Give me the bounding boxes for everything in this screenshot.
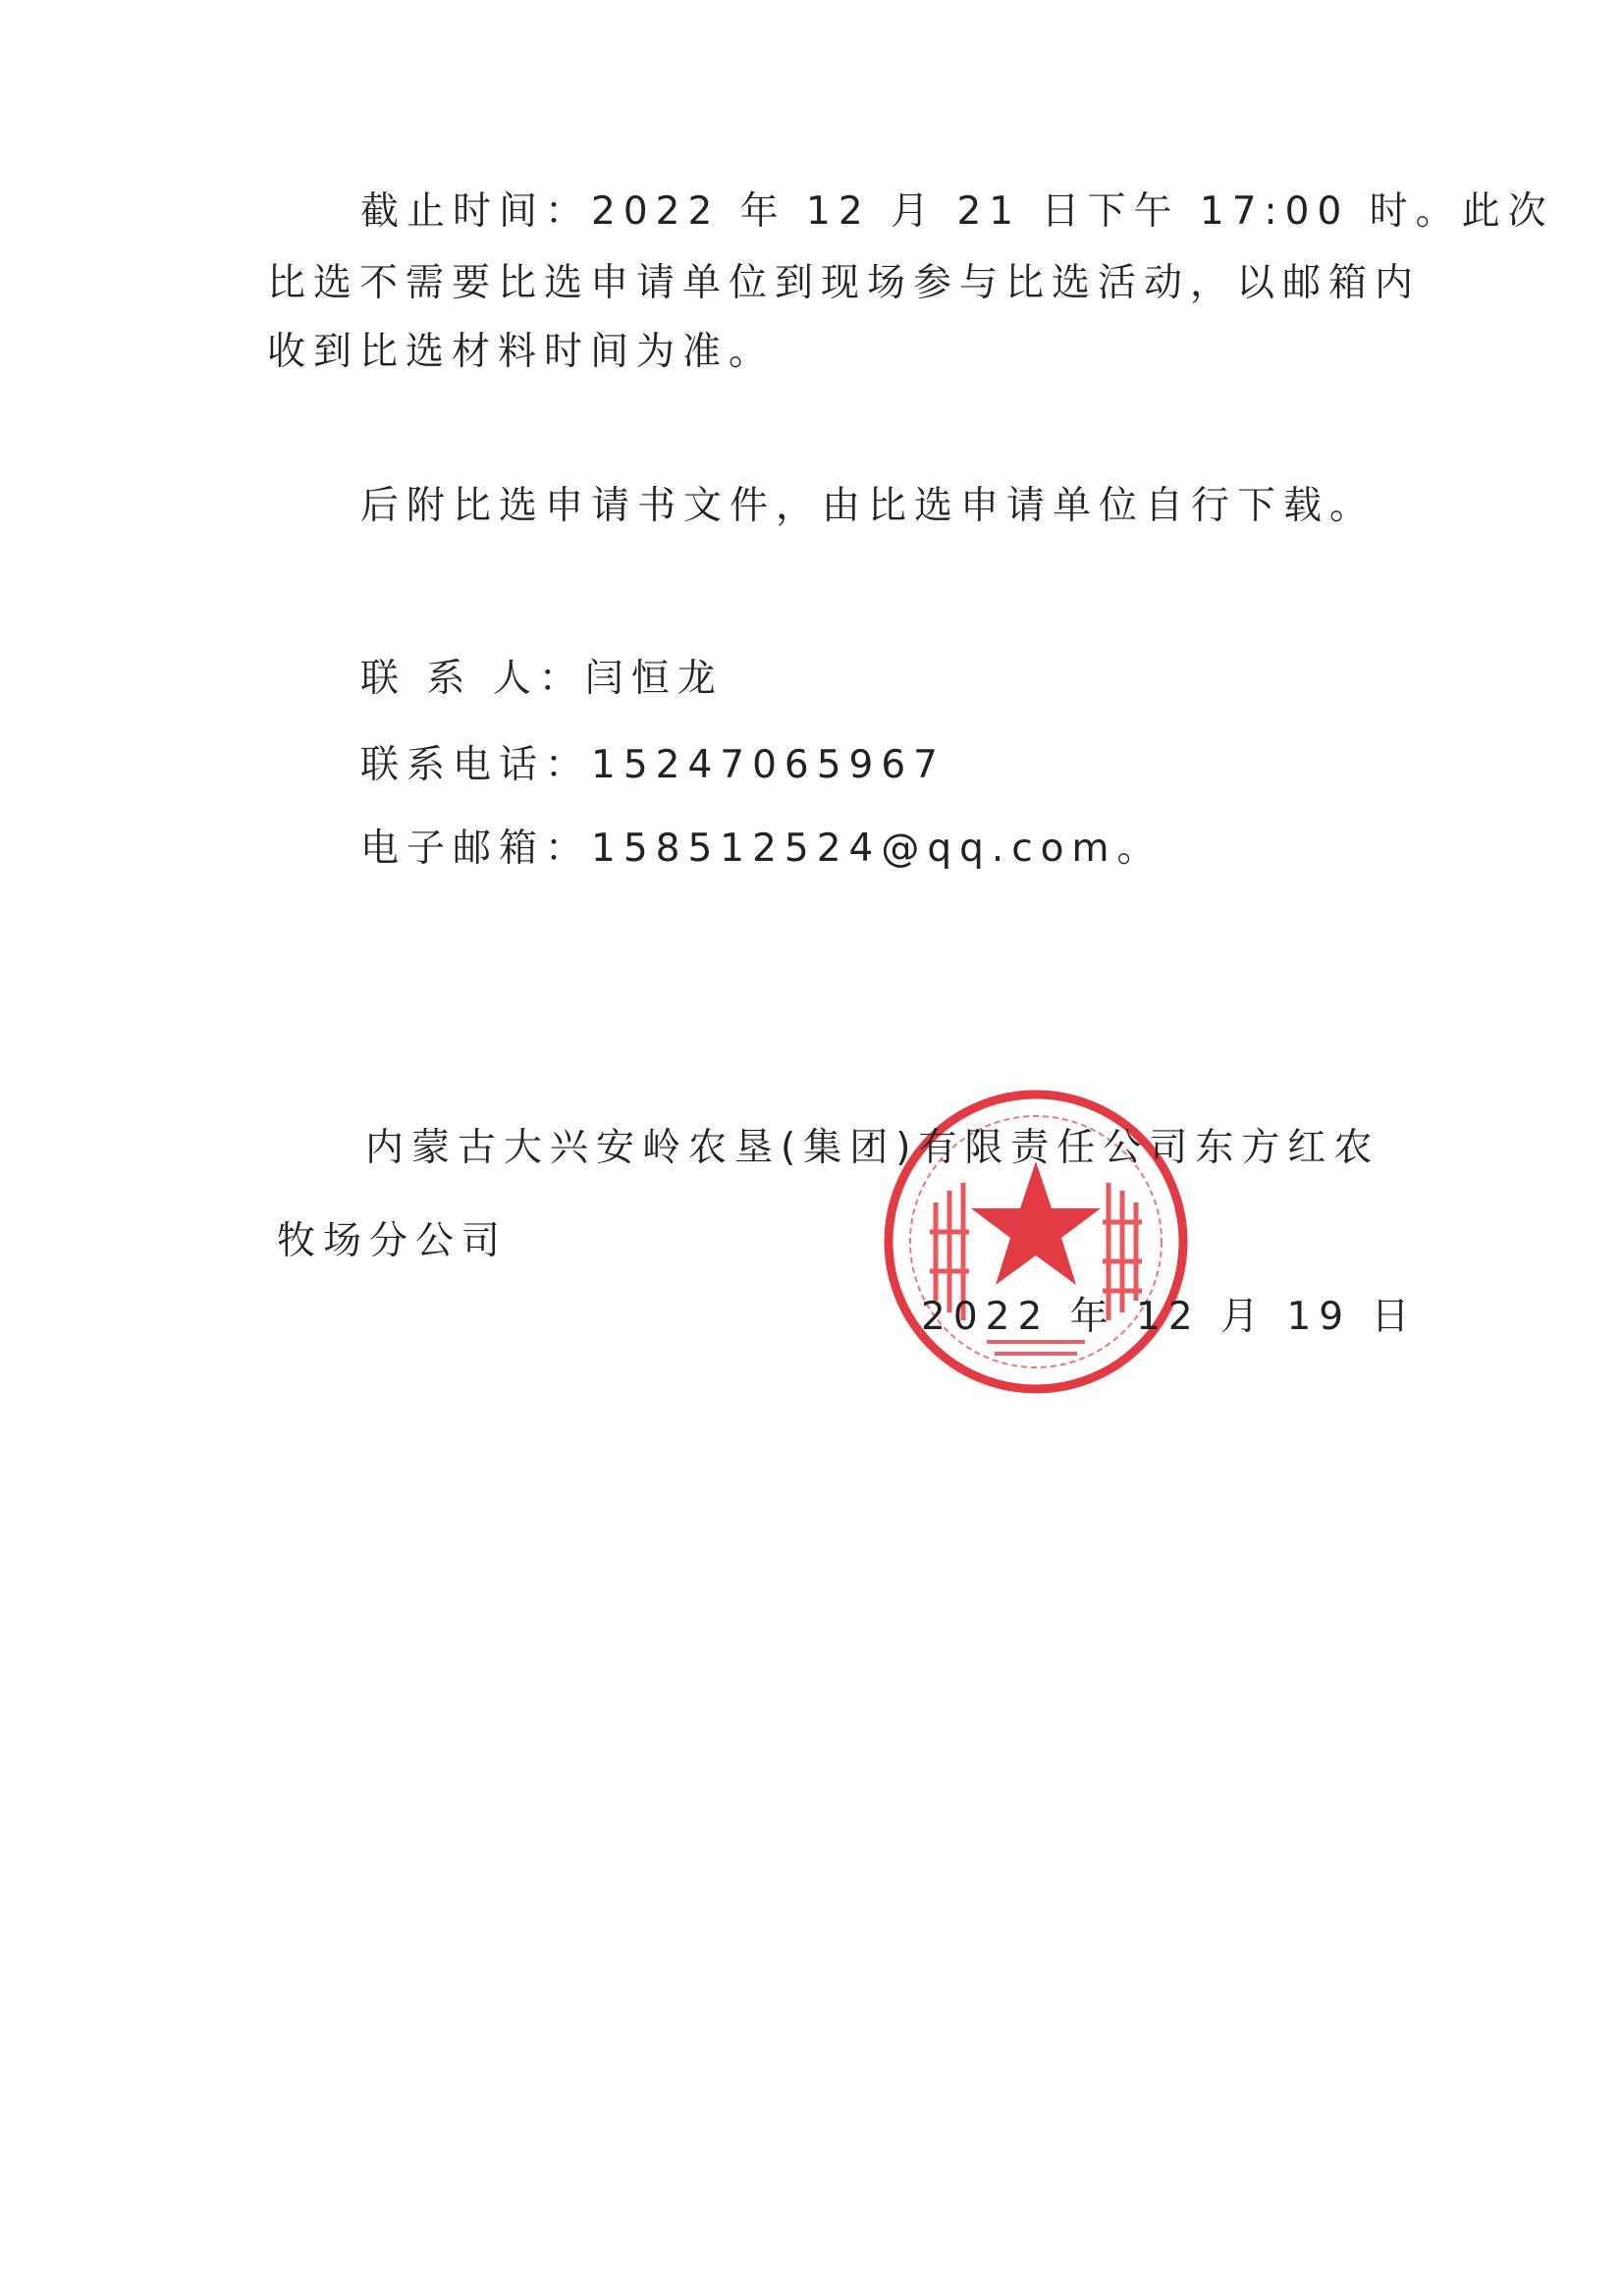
issue-date: 2022 年 12 月 19 日: [921, 1295, 1418, 1339]
organization-name-line-1: 内蒙古大兴安岭农垦(集团)有限责任公司东方红农: [365, 1126, 1380, 1170]
deadline-line-2: 比选不需要比选申请单位到现场参与比选活动，以邮箱内: [267, 261, 1422, 305]
organization-name-line-2: 牧场分公司: [277, 1219, 509, 1263]
attachment-note: 后附比选申请书文件，由比选申请单位自行下载。: [360, 484, 1377, 528]
contact-phone: 联系电话：15247065967: [360, 743, 946, 787]
seal-star: [971, 1161, 1101, 1285]
seal-script-bottom: [987, 1342, 1085, 1354]
contact-email: 电子邮箱：158512524@qq.com。: [360, 827, 1163, 871]
deadline-line-1: 截止时间：2022 年 12 月 21 日下午 17:00 时。此次: [360, 189, 1554, 234]
deadline-line-3: 收到比选材料时间为准。: [267, 330, 776, 374]
contact-person: 联 系 人：闫恒龙: [360, 657, 724, 701]
